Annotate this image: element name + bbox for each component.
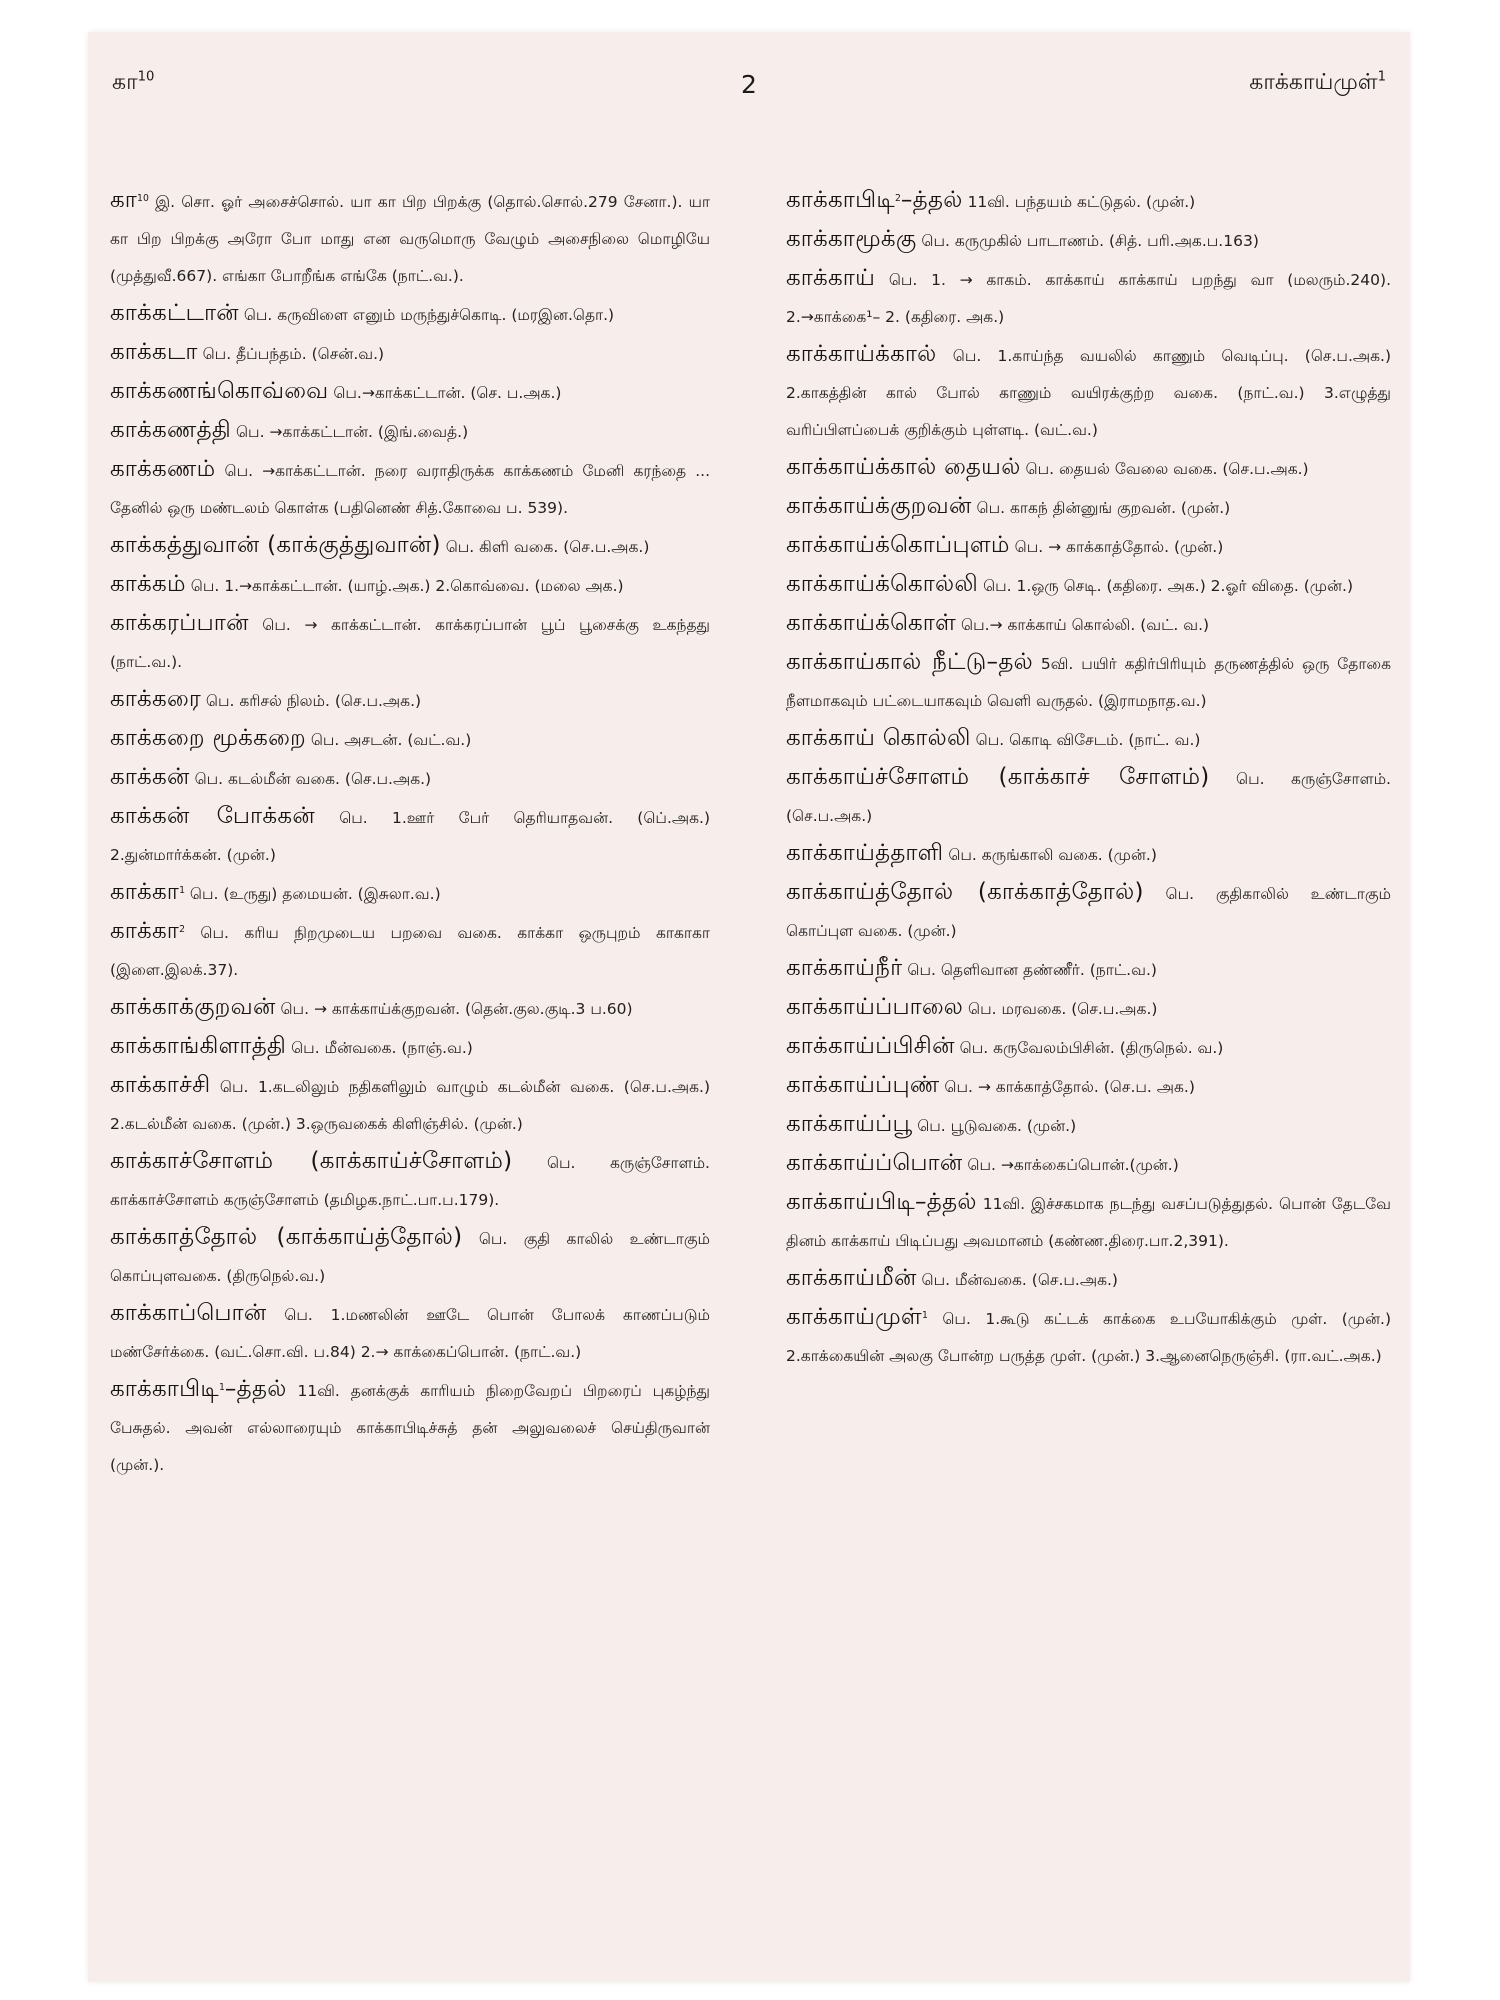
headword: காக்கணம் <box>110 456 216 482</box>
headword: காக்காப்பொன் <box>110 1300 267 1326</box>
dictionary-entry <box>786 720 1391 759</box>
headword: காக்காய் <box>786 265 876 291</box>
definition-text: பெ. → காக்காய்க்குறவன். (தென்.குல.குடி.3 ப.60) <box>275 1000 633 1018</box>
definition-text: பெ. 1.கூடு கட்டக் காக்கை உபயோகிக்கும் முள். (முன்.) 2.காக்கையின் அலகு போன்ற பருத்த முள். (முன்.) 3.ஆனைநெருஞ்சி. (ரா.வட்.அக.) <box>786 1310 1391 1365</box>
dictionary-entry <box>110 874 710 913</box>
definition-text: பெ. தீப்பந்தம். (சென்.வ.) <box>197 345 385 363</box>
definition-text: பெ. → காக்காத்தோல். (முன்.) <box>1009 538 1224 556</box>
homonym-number: 1 <box>921 1309 928 1321</box>
headword: காக்கத்துவான் (காக்குத்துவான்) <box>110 532 441 558</box>
headword: காக்கரை <box>110 686 201 712</box>
headword: காக்காமூக்கு <box>786 226 917 252</box>
right-column <box>786 182 1391 1375</box>
definition-text: பெ. →காக்கட்டான். (இங்.வைத்.) <box>231 423 469 441</box>
definition-text: பெ. 1.→காக்கட்டான். (யாழ்.அக.) 2.கொவ்வை. (மலை அக.) <box>185 577 624 595</box>
headword-suffix: –த்தல் <box>224 1376 287 1402</box>
headword: காக்கடா <box>110 339 198 365</box>
headword: காக்கா <box>110 918 180 944</box>
headword: காக்காச்சி <box>110 1072 211 1098</box>
homonym-number: 2 <box>894 192 901 204</box>
dictionary-entry <box>786 1184 1391 1260</box>
definition-text: பெ. தையல் வேலை வகை. (செ.ப.அக.) <box>1020 460 1309 478</box>
dictionary-entry <box>786 759 1391 835</box>
dictionary-entry <box>110 605 710 681</box>
definition-text: 5வி. பயிர் கதிர்பிரியும் தருணத்தில் ஒரு தோகை நீளமாகவும் பட்டையாகவும் வெளி வருதல். (இராமநாத.வ.) <box>786 655 1391 710</box>
left-guide-word-sup: 10 <box>137 69 155 85</box>
definition-text: பெ. தெளிவான தண்ணீர். (நாட்.வ.) <box>902 961 1157 979</box>
dictionary-entry <box>110 373 710 412</box>
headword: காக்காய்ப்பாலை <box>786 994 964 1020</box>
dictionary-entry <box>110 566 710 605</box>
headword: காக்காய்பிடி <box>786 1189 915 1215</box>
dictionary-page <box>88 32 1410 1982</box>
definition-text: பெ. 1.ஒரு செடி. (கதிரை. அக.) 2.ஓர் விதை. (முன்.) <box>978 577 1354 595</box>
headword: காக்காய்கால் நீட்டு <box>786 649 987 675</box>
dictionary-entry <box>786 644 1391 720</box>
headword: காக்காய்ப்பூ <box>786 1111 913 1137</box>
definition-text: பெ. கருங்காலி வகை. (முன்.) <box>943 846 1157 864</box>
dictionary-entry <box>110 798 710 874</box>
definition-text: பெ. → காக்கட்டான். காக்கரப்பான் பூப் பூசைக்கு உகந்தது (நாட்.வ.). <box>110 616 710 671</box>
definition-text: பெ. கிளி வகை. (செ.ப.அக.) <box>440 538 650 556</box>
dictionary-entry <box>786 950 1391 989</box>
homonym-number: 2 <box>179 923 185 935</box>
dictionary-entry <box>110 681 710 720</box>
definition-text: பெ. கருமுகில் பாடாணம். (சித். பரி.அக.ப.163) <box>916 232 1259 250</box>
left-guide-word-text: கா <box>112 70 138 95</box>
dictionary-entry <box>110 1295 710 1371</box>
dictionary-entry <box>786 605 1391 644</box>
dictionary-entry <box>786 1260 1391 1299</box>
dictionary-entry <box>110 989 710 1028</box>
homonym-number: 1 <box>218 1381 225 1393</box>
definition-text: பெ. மரவகை. (செ.ப.அக.) <box>963 1000 1158 1018</box>
definition-text: 11வி. பந்தயம் கட்டுதல். (முன்.) <box>962 193 1196 211</box>
dictionary-entry <box>786 989 1391 1028</box>
dictionary-entry <box>786 221 1391 260</box>
definition-text: பெ. காகந் தின்னுங் குறவன். (முன்.) <box>971 499 1231 517</box>
dictionary-entry <box>786 1299 1391 1375</box>
headword: காக்காய்த்தாளி <box>786 840 944 866</box>
headword: காக்காய்ப்பொன் <box>786 1150 963 1176</box>
definition-text: பெ. →காக்கைப்பொன்.(முன்.) <box>962 1156 1179 1174</box>
headword: காக்கரப்பான் <box>110 610 249 636</box>
dictionary-entry <box>786 835 1391 874</box>
dictionary-entry <box>786 527 1391 566</box>
dictionary-entry <box>786 566 1391 605</box>
definition-text: பெ. குதி காலில் உண்டாகும் கொப்புளவகை. (திருநெல்.வ.) <box>110 1230 710 1285</box>
headword: காக்காக்குறவன் <box>110 994 276 1020</box>
definition-text: பெ. கருவேலம்பிசின். (திருநெல். வ.) <box>954 1039 1224 1057</box>
headword: காக்காபிடி <box>786 187 895 213</box>
definition-text: 11வி. தனக்குக் காரியம் நிறைவேறப் பிறரைப் புகழ்ந்து பேசுதல். அவன் எல்லாரையும் காக்காபிடிச்சுத் தன் அலுவலைச் செய்திருவான் (முன்.). <box>110 1382 710 1474</box>
dictionary-entry <box>110 913 710 989</box>
dictionary-entry <box>110 334 710 373</box>
headword: காக்கன் போக்கன் <box>110 803 315 829</box>
headword: காக்காத்தோல் (காக்காய்த்தோல்) <box>110 1224 463 1250</box>
dictionary-entry <box>786 874 1391 950</box>
headword: காக்கன் <box>110 764 190 790</box>
definition-text: பெ.→ காக்காய் கொல்லி. (வட். வ.) <box>956 616 1210 634</box>
headword: காக்காய் கொல்லி <box>786 725 971 751</box>
homonym-number: 10 <box>137 192 149 204</box>
headword: காக்காபிடி <box>110 1376 219 1402</box>
dictionary-entry <box>110 295 710 334</box>
definition-text: பெ. பூடுவகை. (முன்.) <box>912 1117 1077 1135</box>
dictionary-entry <box>786 1106 1391 1145</box>
page-number: 2 <box>741 70 757 99</box>
definition-text: 11வி. இச்சகமாக நடந்து வசப்படுத்துதல். பொன் தேடவே தினம் காக்காய் பிடிப்பது அவமானம் (கண்ண.திரை.பா.2,391). <box>786 1195 1391 1250</box>
definition-text: பெ. குதிகாலில் உண்டாகும் கொப்புள வகை. (முன்.) <box>786 885 1392 940</box>
headword: காக்காய்க்கால் <box>786 341 937 367</box>
dictionary-entry <box>110 412 710 451</box>
right-guide-word <box>1249 70 1386 98</box>
definition-text: பெ. 1.மணலின் ஊடே பொன் போலக் காணப்படும் மண்சேர்க்கை. (வட்.சொ.வி. ப.84) 2.→ காக்கைப்பொன். (நாட்.வ.) <box>110 1306 710 1361</box>
headword: காக்காய்க்கொல்லி <box>786 571 979 597</box>
headword: கா <box>110 187 138 213</box>
headword: காக்கம் <box>110 571 186 597</box>
definition-text: பெ. அசடன். (வட்.வ.) <box>305 731 472 749</box>
left-column <box>110 182 710 1484</box>
headword: காக்காய்ப்புண் <box>786 1072 940 1098</box>
dictionary-entry <box>786 488 1391 527</box>
headword: காக்காய்க்கால் தையல் <box>786 454 1021 480</box>
headword: காக்கணத்தி <box>110 417 232 443</box>
definition-text: பெ. 1. → காகம். காக்காய் காக்காய் பறந்து வா (மலரும்.240). 2.→காக்கை¹– 2. (கதிரை. அக.) <box>786 271 1391 326</box>
headword: காக்காய்ச்சோளம் (காக்காச் சோளம்) <box>786 764 1210 790</box>
definition-text: பெ. கருஞ்சோளம். (செ.ப.அக.) <box>786 770 1391 825</box>
definition-text: பெ. → காக்காத்தோல். (செ.ப. அக.) <box>939 1078 1195 1096</box>
headword: காக்கட்டான் <box>110 300 239 326</box>
definition-text: இ. சொ. ஓர் அசைச்சொல். யா கா பிற பிறக்கு (தொல்.சொல்.279 சேனா.). யா கா பிற பிறக்கு அரோ போ மாது என வருமொரு வேழும் அசைநிலை மொழியே (முத்துவீ.667). எங்கா போறீங்க எங்கே (நாட்.வ.). <box>110 193 710 285</box>
dictionary-entry <box>110 1067 710 1143</box>
definition-text: பெ. கருவிளை எனும் மருந்துச்கொடி. (மரஇன.தொ.) <box>238 306 615 324</box>
dictionary-entry <box>110 1028 710 1067</box>
dictionary-entry <box>110 1371 710 1484</box>
dictionary-entry <box>786 449 1391 488</box>
dictionary-entry <box>110 759 710 798</box>
dictionary-entry <box>110 1219 710 1295</box>
headword: காக்காய்முள் <box>786 1304 922 1330</box>
homonym-number: 1 <box>179 884 185 896</box>
definition-text: பெ. 1.ஊர் பேர் தெரியாதவன். (பெ்.அக.) 2.துன்மார்க்கன். (முன்.) <box>110 809 710 864</box>
definition-text: பெ. கடல்மீன் வகை. (செ.ப.அக.) <box>189 770 432 788</box>
right-guide-word-text: காக்காய்முள் <box>1249 70 1378 95</box>
dictionary-entry <box>110 527 710 566</box>
definition-text: பெ. கரிசல் நிலம். (செ.ப.அக.) <box>201 692 422 710</box>
headword: காக்காய்நீர் <box>786 955 903 981</box>
definition-text: பெ. கருஞ்சோளம். காக்காச்சோளம் கருஞ்சோளம் (தமிழக.நாட்.பா.ப.179). <box>110 1154 710 1209</box>
dictionary-entry <box>110 1143 710 1219</box>
headword: காக்கறை மூக்கறை <box>110 725 306 751</box>
headword: காக்காய்த்தோல் (காக்காத்தோல்) <box>786 879 1144 905</box>
headword-suffix: –த்தல் <box>900 187 963 213</box>
definition-text: பெ. 1.காய்ந்த வயலில் காணும் வெடிப்பு. (செ.ப.அக.) 2.காகத்தின் கால் போல் காணும் வயிரக்குற்ற வகை. (நாட்.வ.) 3.எழுத்து வரிப்பிளப்பைக் குறிக்கும் புள்ளடி. (வட்.வ.) <box>786 347 1391 439</box>
definition-text: பெ. 1.கடலிலும் நதிகளிலும் வாழும் கடல்மீன் வகை. (செ.ப.அக.) 2.கடல்மீன் வகை. (முன்.) 3.ஒருவகைக் கிளிஞ்சில். (முன்.) <box>110 1078 710 1133</box>
dictionary-entry <box>786 182 1391 221</box>
headword: காக்காங்கிளாத்தி <box>110 1033 287 1059</box>
headword: காக்கா <box>110 879 180 905</box>
definition-text: பெ.→காக்கட்டான். (செ. ப.அக.) <box>328 384 562 402</box>
dictionary-entry <box>786 1067 1391 1106</box>
dictionary-entry <box>110 182 710 295</box>
definition-text: பெ. மீன்வகை. (செ.ப.அக.) <box>916 1271 1118 1289</box>
headword: காக்காய்மீன் <box>786 1265 917 1291</box>
headword: காக்காய்க்குறவன் <box>786 493 972 519</box>
running-head <box>88 70 1410 110</box>
definition-text: பெ. (உருது) தமையன். (இசுலா.வ.) <box>185 885 441 903</box>
dictionary-entry <box>786 1028 1391 1067</box>
headword: காக்காய்ப்பிசின் <box>786 1033 955 1059</box>
definition-text: பெ. →காக்கட்டான். நரை வராதிருக்க காக்கணம் மேனி கரந்தை ... தேனில் ஒரு மண்டலம் கொள்க (பதினெண் சித்.கோவை ப. 539). <box>110 462 710 517</box>
headword-suffix: –த்தல் <box>914 1189 977 1215</box>
right-guide-word-sup: 1 <box>1377 69 1386 85</box>
dictionary-entry <box>110 720 710 759</box>
dictionary-entry <box>110 451 710 527</box>
headword: காக்கணங்கொவ்வை <box>110 378 329 404</box>
dictionary-entry <box>786 1145 1391 1184</box>
definition-text: பெ. கரிய நிறமுடைய பறவை வகை. காக்கா ஒருபுறம் காகாகா (இளை.இலக்.37). <box>110 924 710 979</box>
headword: காக்காய்க்கொப்புளம் <box>786 532 1010 558</box>
definition-text: பெ. மீன்வகை. (நாஞ்.வ.) <box>286 1039 473 1057</box>
headword: காக்காச்சோளம் (காக்காய்ச்சோளம்) <box>110 1148 513 1174</box>
headword-suffix: –தல் <box>986 649 1034 675</box>
definition-text: பெ. கொடி விசேடம். (நாட். வ.) <box>970 731 1201 749</box>
dictionary-entry <box>786 336 1391 449</box>
dictionary-entry <box>786 260 1391 336</box>
headword: காக்காய்க்கொள் <box>786 610 957 636</box>
